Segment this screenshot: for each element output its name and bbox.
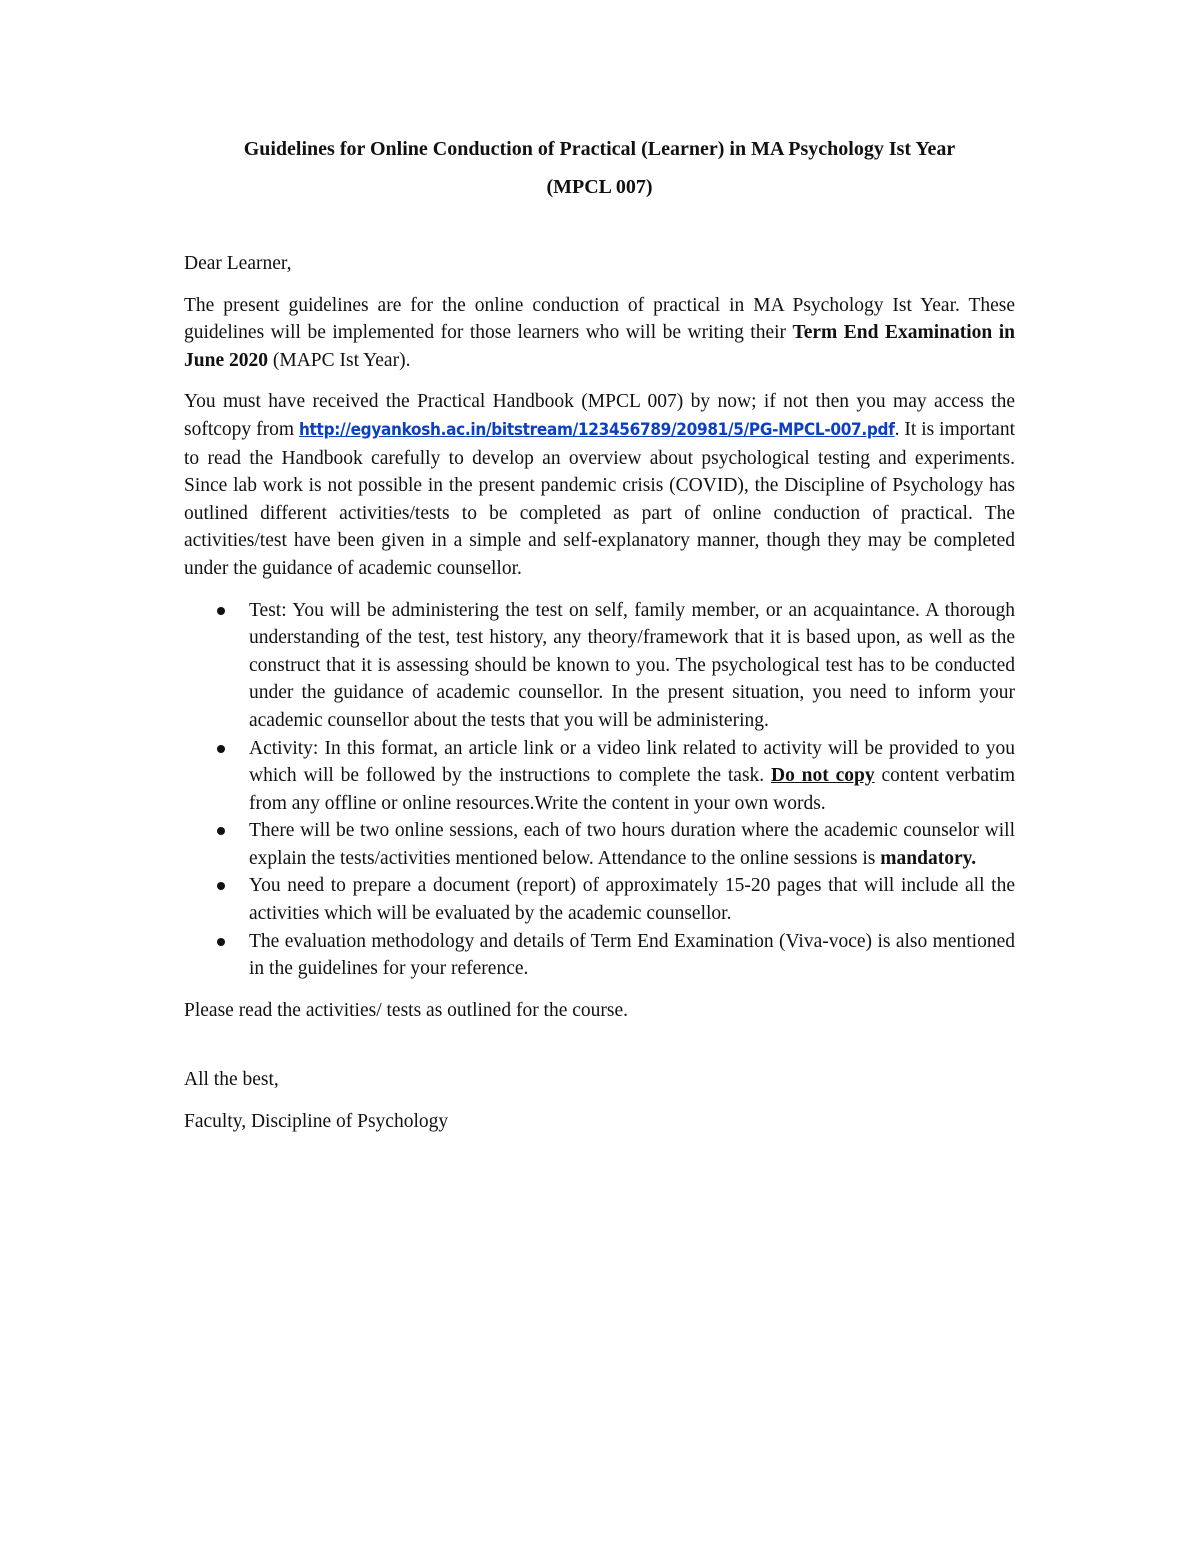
document-body xyxy=(184,130,1015,1150)
signature-line: Faculty, Discipline of Psychology xyxy=(184,1111,449,1133)
list-item-text: There will be two online sessions, each of two hours duration where the academic counselor will explain the tests/activities mentioned below. Attendance to the online sessions is xyxy=(249,820,1015,869)
guidelines-list xyxy=(184,597,1015,983)
intro-text-2: (MAPC Ist Year). xyxy=(267,349,411,371)
list-item-activity xyxy=(184,735,1015,818)
list-item-sessions xyxy=(184,817,1015,872)
handbook-text-1: You must have received the Practical Handbook (MPCL 007) by now; if not then you may access the softcopy from xyxy=(184,391,1015,440)
list-item-text: The evaluation methodology and details of Term End Examination (Viva-voce) is also mentioned in the guidelines for your reference. xyxy=(249,930,1015,980)
salutation: Dear Learner, xyxy=(184,253,292,274)
handbook-paragraph xyxy=(184,388,1015,582)
bullet-icon xyxy=(217,607,225,615)
bullet-icon xyxy=(217,882,225,890)
bullet-icon xyxy=(217,938,225,946)
list-item-text: Activity: In this format, an article link or a video link related to activity will be provided to you which will be followed by the instructions to complete the task. xyxy=(249,737,1015,787)
bullet-icon xyxy=(217,827,225,835)
list-item-text: You need to prepare a document (report) of approximately 15-20 pages that will include all the activities which will be evaluated by the academic counsellor. xyxy=(249,875,1015,925)
document-subtitle-course-code: (MPCL 007) xyxy=(546,176,653,198)
list-item-report xyxy=(184,872,1015,927)
closing-line: All the best, xyxy=(184,1069,279,1091)
list-item-evaluation xyxy=(184,928,1015,983)
intro-text-1: The present guidelines are for the online conduction of practical in MA Psychology Ist Year. These guidelines will be implemented for those learners who will be writing their xyxy=(184,294,1015,344)
handbook-text-2: . It is important to read the Handbook carefully to develop an overview about psychological testing and experiments. Since lab work is not possible in the present pandemic crisis (COVID), the Discipline of Psychology has outlined different activities/tests to be completed as part of online conduction of practical. The activities/test have been given in a simple and self-explanatory manner, though they may be completed under the guidance of academic counsellor. xyxy=(184,418,1015,579)
list-item-text: content verbatim from any offline or online resources.Write the content in your own words. xyxy=(249,765,1016,814)
list-item-text: Test: You will be administering the test on self, family member, or an acquaintance. A thorough understanding of the test, test history, any theory/framework that it is based upon, as well as the construct that it is assessing should be known to you. The psychological test has to be conducted under the guidance of academic counsellor. In the present situation, you need to inform your academic counsellor about the tests that you will be administering. xyxy=(249,599,1015,731)
mandatory-emphasis: mandatory. xyxy=(880,847,977,869)
list-item-test xyxy=(184,597,1015,735)
intro-paragraph xyxy=(184,292,1015,375)
handbook-pdf-link[interactable]: http://egyankosh.ac.in/bitstream/123456789/20981/5/PG-MPCL-007.pdf xyxy=(298,419,895,440)
exam-date-bold: Term End Examination in June 2020 xyxy=(184,322,1015,371)
spacer xyxy=(184,1038,1015,1066)
do-not-copy-emphasis: Do not copy xyxy=(771,765,875,787)
bullet-icon xyxy=(217,745,225,753)
document-title: Guidelines for Online Conduction of Practical (Learner) in MA Psychology Ist Year xyxy=(243,138,956,160)
read-activities-paragraph: Please read the activities/ tests as outlined for the course. xyxy=(184,999,629,1021)
